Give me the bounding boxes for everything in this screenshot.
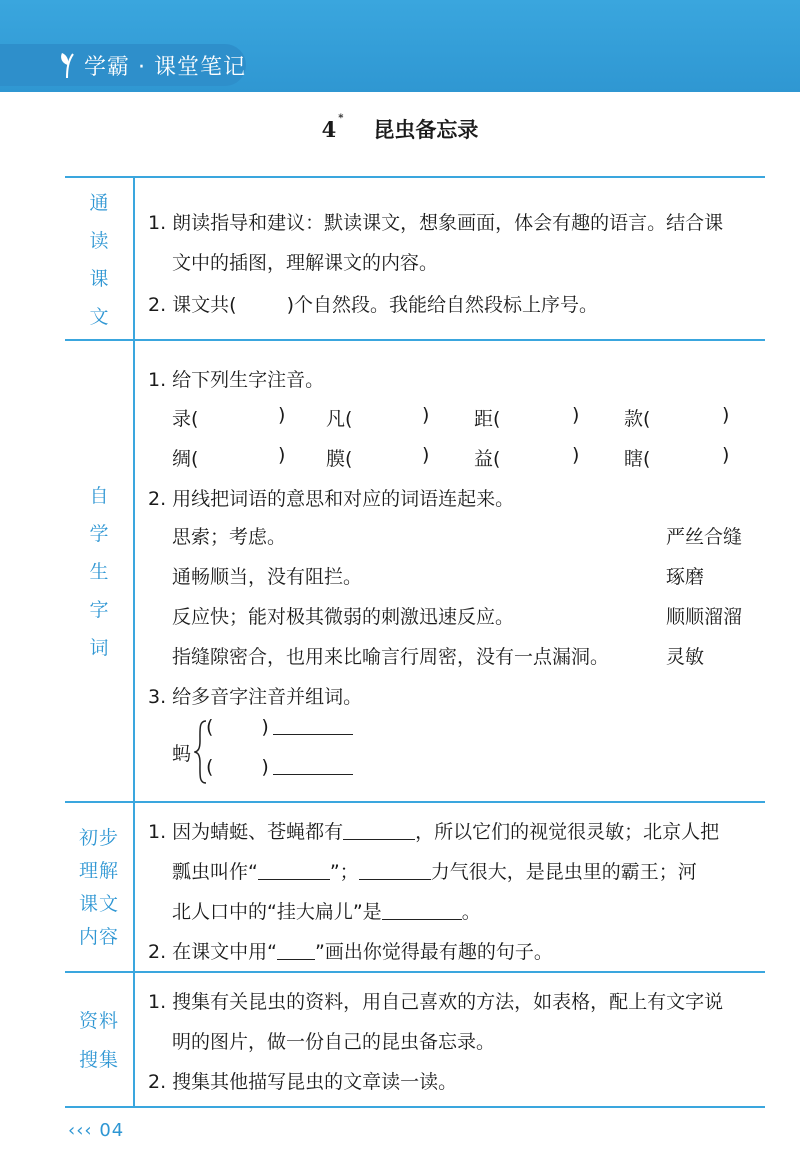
- section-materials: [65, 971, 765, 1108]
- reading-entry[interactable]: ( ): [206, 715, 353, 738]
- text-line: 2. 搜集其他描写昆虫的文章读一读。: [148, 1071, 458, 1093]
- text-line: 文中的插图，理解课文的内容。: [172, 252, 439, 274]
- section-self-study: [65, 339, 765, 803]
- answer-blank[interactable]: [343, 820, 415, 840]
- word-item[interactable]: 灵敏: [666, 646, 705, 668]
- word-item[interactable]: 顺顺溜溜: [666, 606, 743, 628]
- section-label: 自 学 生 字 词: [65, 341, 135, 803]
- pinyin-item[interactable]: 凡(: [326, 408, 353, 430]
- pinyin-item[interactable]: 绸(: [172, 448, 199, 470]
- paren: ): [722, 404, 730, 426]
- paren: ): [572, 404, 580, 426]
- page-title: [0, 114, 800, 144]
- footer-rule: [65, 1106, 765, 1108]
- arrows-icon: ‹‹‹: [68, 1120, 93, 1141]
- brand-pill: [0, 44, 246, 86]
- paren: ): [722, 444, 730, 466]
- paren: ): [278, 404, 286, 426]
- text-line: 2. 课文共( )个自然段。我能给自然段标上序号。: [148, 294, 599, 316]
- pinyin-item[interactable]: 益(: [474, 448, 501, 470]
- pinyin-item[interactable]: 瞎(: [624, 448, 651, 470]
- text-line: 1. 朗读指导和建议：默读课文，想象画面，体会有趣的语言。结合课: [148, 212, 724, 234]
- header-bar: [0, 0, 800, 92]
- meaning-item[interactable]: 反应快；能对极其微弱的刺激迅速反应。: [172, 606, 515, 628]
- underline-sample: [277, 940, 315, 960]
- pinyin-item[interactable]: 距(: [474, 408, 501, 430]
- meaning-item[interactable]: 思索；考虑。: [172, 526, 287, 548]
- section-label: 初步 理解 课文 内容: [65, 803, 135, 973]
- word-item[interactable]: 琢磨: [666, 566, 705, 588]
- poly-char: 蚂: [172, 743, 192, 765]
- answer-blank: [273, 755, 353, 775]
- paren: ): [422, 404, 430, 426]
- page-number: ‹‹‹ 04: [68, 1120, 125, 1141]
- meaning-item[interactable]: 指缝隙密合，也用来比喻言行周密，没有一点漏洞。: [172, 646, 610, 668]
- lesson-name: 昆虫备忘录: [373, 117, 479, 142]
- paren: ): [572, 444, 580, 466]
- reading-entry[interactable]: ( ): [206, 755, 353, 778]
- answer-blank[interactable]: [382, 900, 462, 920]
- pinyin-item[interactable]: 膜(: [326, 448, 353, 470]
- leaf-icon: [56, 50, 78, 80]
- text-line: 瓢虫叫作“ ”； 力气很大，是昆虫里的霸王；河: [172, 861, 697, 883]
- paren: ): [278, 444, 286, 466]
- text-line: 明的图片，做一份自己的昆虫备忘录。: [172, 1031, 496, 1053]
- question: 3. 给多音字注音并组词。: [148, 686, 363, 708]
- pinyin-item[interactable]: 款(: [624, 408, 651, 430]
- text-line: 2. 在课文中用“ ”画出你觉得最有趣的句子。: [148, 941, 553, 963]
- question: 2. 用线把词语的意思和对应的词语连起来。: [148, 488, 515, 510]
- answer-blank[interactable]: [258, 860, 330, 880]
- lesson-number: 4: [321, 117, 337, 142]
- brand-title: 学霸 · 课堂笔记: [84, 54, 246, 80]
- question: 1. 给下列生字注音。: [148, 369, 325, 391]
- text-line: 1. 因为蜻蜓、苍蝇都有 ，所以它们的视觉很灵敏；北京人把: [148, 821, 720, 843]
- answer-blank: [273, 715, 353, 735]
- lesson-mark: *: [338, 113, 344, 124]
- pinyin-item[interactable]: 录(: [172, 408, 199, 430]
- text-line: 1. 搜集有关昆虫的资料，用自己喜欢的方法，如表格，配上有文字说: [148, 991, 724, 1013]
- section-reading: [65, 176, 765, 341]
- text-line: 北人口中的“挂大扁儿”是 。: [172, 901, 481, 923]
- answer-blank[interactable]: [359, 860, 431, 880]
- paren: ): [422, 444, 430, 466]
- section-label: 资料 搜集: [65, 973, 135, 1108]
- section-understanding: [65, 801, 765, 973]
- section-label: 通 读 课 文: [65, 178, 135, 341]
- meaning-item[interactable]: 通畅顺当，没有阻拦。: [172, 566, 363, 588]
- word-item[interactable]: 严丝合缝: [666, 526, 743, 548]
